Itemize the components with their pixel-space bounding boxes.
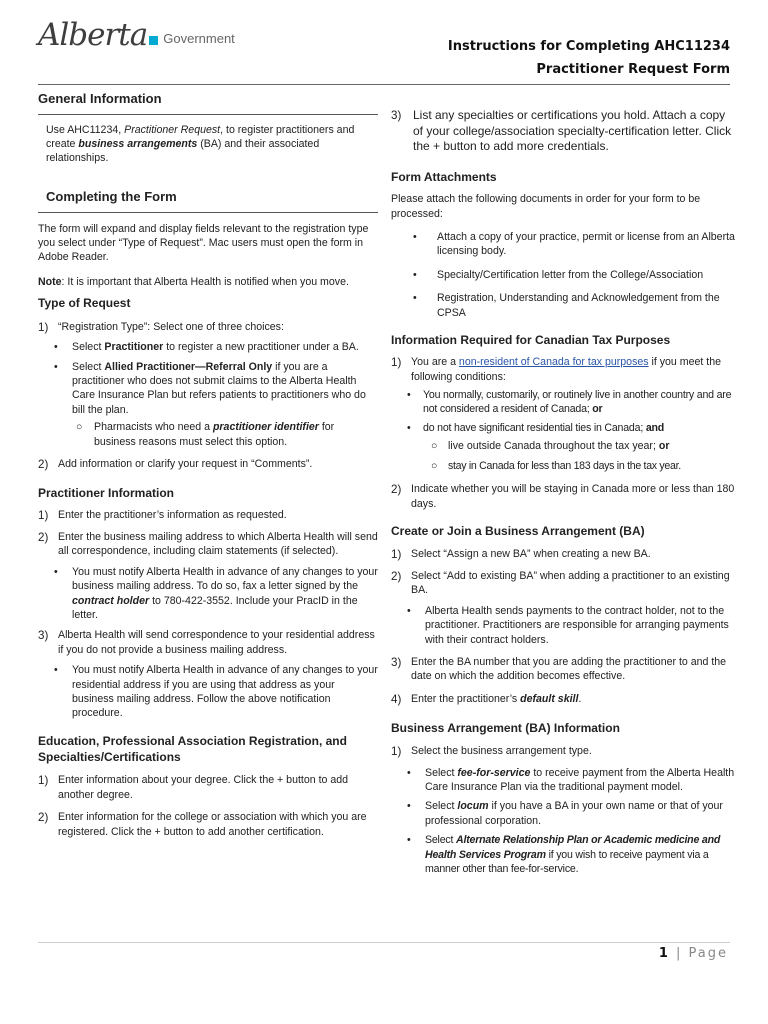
list-text: Alberta Health sends payments to the contract holder, not to the practitioner. Practitioners are responsible for arranging payments with their contract holders.: [425, 604, 729, 646]
text-run: Select: [425, 766, 458, 779]
list-item: [391, 604, 736, 647]
list-text: [72, 565, 378, 623]
list-text: [72, 360, 378, 418]
list-marker: 1): [391, 548, 402, 562]
list-marker: 1): [391, 356, 402, 370]
text-run: if you meet the following conditions:: [411, 356, 721, 383]
list-item: [38, 810, 378, 839]
text-run: You normally, customarily, or routinely live in another country and are not considered a resident of Canada;: [423, 389, 732, 416]
text-run: if you wish to receive payment via a manner other than fee-for-service.: [425, 848, 709, 876]
bullet-icon: •: [54, 341, 58, 354]
list-text: Enter information about your degree. Click the + button to add another degree.: [58, 774, 349, 801]
text-run: Pharmacists who need a: [94, 421, 213, 434]
list-text: [411, 692, 581, 708]
education-heading: Education, Professional Association Registration, and Specialties/Certifications: [38, 733, 347, 765]
text-run: Enter the practitioner’s: [411, 692, 521, 705]
text-run: fee-for-service: [457, 766, 531, 779]
list-text: Registration, Understanding and Acknowledgement from the CPSA: [437, 292, 720, 319]
list-text: Enter information for the college or association with which you are registered. Click the + button to add another certification.: [58, 811, 367, 838]
list-marker: 2): [391, 569, 402, 583]
list-text: Select “Assign a new BA” when creating a new BA.: [411, 548, 651, 561]
list-marker: 2): [38, 458, 49, 472]
logo-wordmark: Alberta: [38, 17, 148, 53]
list-text: [425, 799, 736, 828]
list-text: Attach a copy of your practice, permit or license from an Alberta licensing body.: [437, 230, 735, 258]
list-text: Select “Add to existing BA” when adding a practitioner to an existing BA.: [411, 569, 730, 597]
list-text: “Registration Type”: Select one of three choices:: [58, 320, 284, 333]
text-run: to register a new practitioner under a BA.: [163, 341, 359, 354]
text-run: You must notify Alberta Health in advance of any changes to your business mailing address. To do so, fax a letter signed by the: [72, 565, 378, 593]
list-item: [391, 439, 736, 453]
list-item: [391, 692, 736, 708]
completing-form-text: The form will expand and display fields relevant to the registration type you select under “Type of Request”. Mac users must open the form in Adobe Reader.: [38, 222, 369, 264]
text-run: to receive payment from the Alberta Health Care Insurance Plan via the traditional payment model.: [425, 766, 735, 794]
list-text: Add information or clarify your request in “Comments”.: [58, 458, 313, 471]
completing-form-heading: Completing the Form: [46, 188, 177, 204]
alberta-government-logo: [38, 17, 235, 53]
list-item: [38, 628, 378, 657]
list-item: [391, 355, 736, 384]
bullet-icon: •: [413, 230, 417, 243]
list-item: [391, 388, 736, 417]
text-run: default skill: [520, 692, 579, 705]
left-column: [38, 90, 378, 839]
list-marker: 2): [391, 483, 402, 497]
list-item: [38, 508, 378, 524]
list-text: [423, 388, 736, 417]
list-item: [391, 833, 736, 876]
right-column: [391, 108, 736, 877]
logo-square-icon: [149, 36, 158, 45]
list-item: [38, 360, 378, 418]
list-item: [391, 547, 736, 563]
list-item: [38, 565, 378, 623]
bullet-icon: •: [407, 800, 411, 813]
list-marker: 3): [391, 656, 402, 670]
bullet-icon: •: [413, 268, 417, 281]
text-run: business arrangements: [78, 138, 198, 151]
text-run: Allied Practitioner—Referral Only: [104, 360, 273, 373]
bullet-icon: •: [54, 360, 58, 373]
form-attachments-heading: Form Attachments: [391, 169, 497, 184]
text-run: You are a: [411, 356, 459, 369]
circle-bullet-icon: ○: [76, 421, 83, 434]
list-marker: 1): [38, 774, 49, 788]
list-item: [38, 457, 378, 473]
text-run: and: [645, 421, 665, 434]
practitioner-information-heading: Practitioner Information: [38, 485, 175, 500]
text-run: to 780-422-3552. Include your PracID in the letter.: [72, 594, 358, 621]
list-text: [72, 340, 359, 354]
non-resident-link[interactable]: non-resident of Canada for tax purposes: [458, 356, 649, 369]
business-arrangement-heading: Create or Join a Business Arrangement (BA): [391, 523, 645, 538]
page-header: [0, 0, 768, 86]
list-text: [94, 420, 378, 449]
list-item: [38, 663, 378, 721]
text-run: Select: [72, 360, 105, 373]
text-run: Alternate Relationship Plan or Academic medicine and Health Services Program: [425, 834, 721, 861]
list-item: [38, 340, 378, 354]
bullet-icon: •: [407, 834, 411, 847]
list-marker: 2): [38, 811, 49, 825]
list-text: Select the business arrangement type.: [411, 744, 592, 757]
list-item: [391, 655, 736, 684]
text-run: practitioner identifier: [212, 421, 319, 434]
list-marker: 1): [38, 509, 49, 523]
list-marker: 4): [391, 692, 402, 706]
circle-bullet-icon: ○: [431, 459, 438, 472]
bullet-icon: •: [407, 604, 411, 617]
text-run: Practitioner Request: [124, 123, 221, 136]
list-item: [391, 766, 736, 795]
logo-government-text: Government: [163, 31, 235, 47]
page-number: [659, 945, 728, 963]
list-text: List any specialties or certifications you hold. Attach a copy of your college/association specialty-certification letter. Click the + button to add more credentials.: [413, 108, 732, 154]
list-text: Enter the practitioner’s information as requested.: [58, 509, 287, 522]
list-text: [411, 355, 736, 384]
text-run: or: [658, 440, 670, 453]
list-text: Alberta Health will send correspondence to your residential address if you do not provide a business mailing address.: [58, 629, 375, 656]
general-information-text: [38, 123, 378, 166]
text-run: Practitioner: [104, 341, 164, 354]
list-item: [391, 799, 736, 828]
text-run: contract holder: [72, 594, 150, 607]
title-line-1: Instructions for Completing AHC11234: [447, 39, 730, 54]
text-run: Select: [425, 800, 458, 813]
text-run: (BA) and their associated relationships.: [46, 138, 320, 165]
list-item: [391, 744, 736, 760]
text-run: Select: [425, 834, 456, 847]
list-text: [423, 421, 664, 435]
list-text: You must notify Alberta Health in advance of any changes to your residential address if you are using that address as your business mailing address. Follow the above notification procedure.: [72, 664, 378, 720]
text-run: or: [592, 403, 603, 416]
list-text: [425, 766, 736, 795]
ba-information-heading: Business Arrangement (BA) Information: [391, 720, 620, 735]
list-item: [38, 773, 378, 802]
bullet-icon: •: [407, 421, 411, 434]
list-marker: 3): [391, 109, 402, 122]
list-text: [425, 833, 736, 876]
page-label: Page: [688, 946, 728, 961]
note-text: [38, 275, 378, 289]
list-text: Enter the BA number that you are adding the practitioner to and the date on which the addition becomes effective.: [411, 656, 727, 683]
bullet-icon: •: [407, 766, 411, 779]
list-item: [38, 420, 378, 449]
list-marker: 1): [38, 320, 49, 334]
section-divider: [38, 114, 378, 115]
bullet-icon: •: [54, 664, 58, 677]
text-run: Use AHC11234,: [46, 123, 125, 136]
list-text: Indicate whether you will be staying in Canada more or less than 180 days.: [411, 483, 735, 510]
note-label: Note: [38, 275, 62, 288]
page-separator: |: [669, 946, 689, 961]
header-divider: [38, 84, 730, 85]
type-of-request-heading: Type of Request: [38, 296, 131, 311]
list-item: [391, 482, 736, 511]
page-number-value: 1: [658, 946, 670, 961]
list-item: [38, 320, 378, 336]
list-text: Enter the business mailing address to which Alberta Health will send all correspondence, including claim statements (if selected).: [58, 530, 378, 558]
list-text: [448, 439, 669, 453]
list-item: [391, 108, 736, 155]
text-run: .: [578, 692, 582, 705]
title-line-2: Practitioner Request Form: [536, 61, 730, 77]
footer-divider: [38, 942, 730, 943]
list-item: [38, 530, 378, 559]
text-run: locum: [457, 800, 489, 813]
text-run: if you have a BA in your own name or that of your professional corporation.: [425, 800, 723, 827]
list-text: stay in Canada for less than 183 days in the tax year.: [448, 459, 681, 472]
bullet-icon: •: [407, 389, 411, 402]
list-marker: 3): [38, 629, 49, 643]
list-item: [391, 459, 736, 473]
document-title: [448, 36, 730, 82]
general-information-heading: General Information: [38, 91, 162, 106]
text-run: : It is important that Alberta Health is notified when you move.: [61, 275, 349, 288]
text-run: for business reasons must select this option.: [94, 421, 335, 448]
text-run: do not have significant residential ties in Canada;: [423, 421, 646, 434]
text-run: , to register practitioners and create: [46, 123, 355, 151]
text-run: Select: [72, 341, 105, 354]
circle-bullet-icon: ○: [431, 440, 438, 453]
section-divider: [38, 212, 378, 213]
bullet-icon: •: [54, 565, 58, 578]
form-attachments-text: Please attach the following documents in order for your form to be processed:: [391, 193, 701, 220]
list-item: [391, 421, 736, 435]
list-item: [391, 291, 736, 320]
text-run: live outside Canada throughout the tax year;: [448, 440, 659, 453]
list-item: [391, 268, 736, 282]
tax-purposes-heading: Information Required for Canadian Tax Purposes: [391, 332, 671, 347]
list-text: Specialty/Certification letter from the College/Association: [437, 268, 704, 281]
list-item: [391, 230, 736, 259]
list-marker: 2): [38, 530, 49, 544]
list-item: [391, 569, 736, 598]
bullet-icon: •: [413, 292, 417, 305]
list-marker: 1): [391, 744, 402, 758]
text-run: if you are a practitioner who does not submit claims to the Alberta Health Care Insurance Plan but refers patients to practitioners who do bill the plan.: [72, 360, 366, 416]
